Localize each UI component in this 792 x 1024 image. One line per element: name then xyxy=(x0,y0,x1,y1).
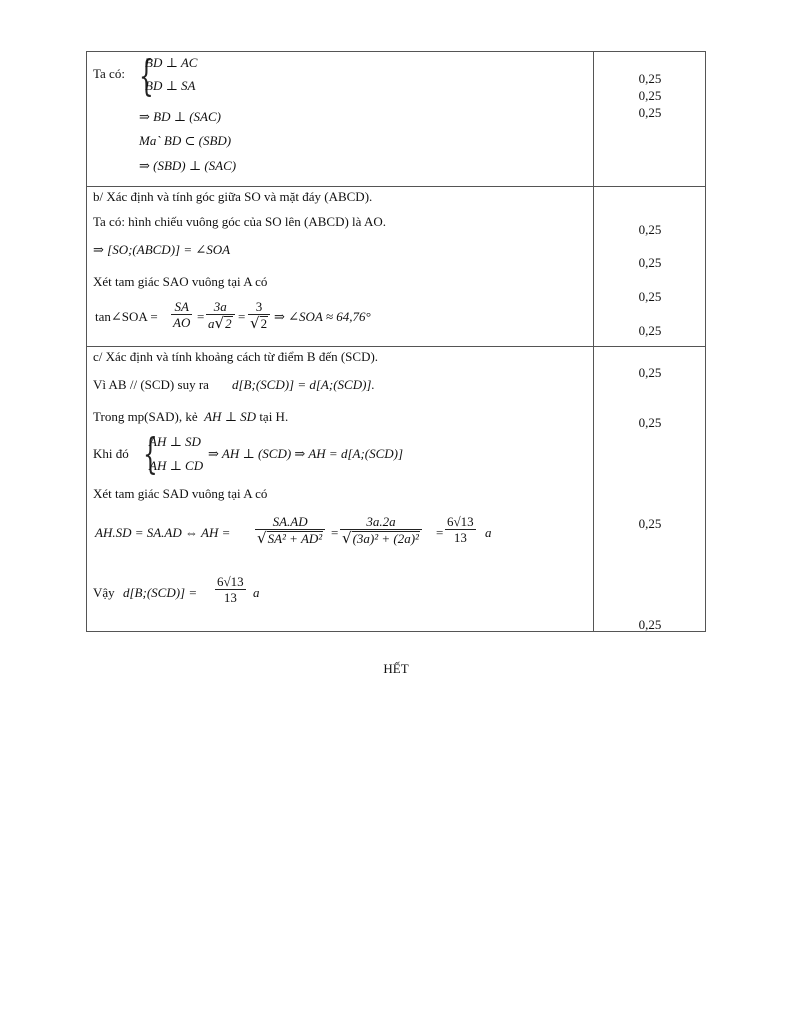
equals-sign: = xyxy=(331,525,339,540)
score-c-1: 0,25 xyxy=(638,365,662,380)
score-c-2: 0,25 xyxy=(638,415,662,430)
score-b-4: 0,25 xyxy=(638,323,662,338)
part-b-angle: ⇒ [SO;(ABCD)] = ∠SOA xyxy=(93,242,231,257)
fraction-3-sqrt2: $\frac{3}{√2}$ xyxy=(248,299,270,332)
row-divider-1 xyxy=(87,186,705,187)
left-brace: { xyxy=(143,429,158,478)
score-a-3: 0,25 xyxy=(638,105,662,120)
fraction-saad-sqrt: $\frac{SA.AD}{\text{√SA² + AD²}}$ xyxy=(255,514,325,547)
equals-sign: = xyxy=(197,309,205,324)
part-c-then: Khi đó xyxy=(93,446,129,461)
part-c-eq-lhs: AH.SD = SA.AD ⇔ AH = xyxy=(95,525,231,540)
end-marker: HẾT xyxy=(383,661,409,676)
equals-sign: = xyxy=(238,309,246,324)
score-c-4: 0,25 xyxy=(638,617,662,632)
part-a-sys-line2: BD ⊥ SA xyxy=(145,78,196,93)
part-b-projection: Ta có: hình chiếu vuông góc của SO lên (ABCD) là AO. xyxy=(93,214,386,229)
part-b-title: b/ Xác định và tính góc giữa SO và mặt đáy (ABCD). xyxy=(93,189,373,204)
part-b-tan-lhs: tan∠SOA = xyxy=(95,309,158,324)
fraction-sa-ao: $\frac{SA}{AO}$ xyxy=(173,299,191,330)
part-c-conclusion-lhs: d[B;(SCD)] = xyxy=(123,585,198,600)
part-c-title: c/ Xác định và tính khoảng cách từ điểm B đến (SCD). xyxy=(93,349,379,364)
score-a-2: 0,25 xyxy=(638,88,662,103)
score-c-3: 0,25 xyxy=(638,516,662,531)
part-c-sys-line2: AH ⊥ CD xyxy=(149,458,204,473)
part-a-line1: ⇒ BD ⊥ (SAC) xyxy=(139,109,221,124)
left-brace: { xyxy=(139,51,154,100)
part-a-line2: Ma` BD ⊂ (SBD) xyxy=(139,133,232,148)
score-column-divider xyxy=(593,52,594,631)
variable-a: a xyxy=(485,525,492,540)
part-c-distance-eq: d[B;(SCD)] = d[A;(SCD)]. xyxy=(232,377,375,392)
part-a-sys-line1: BD ⊥ AC xyxy=(145,55,198,70)
fraction-6sqrt13-13: $\frac{6√13}{13}$ xyxy=(447,514,474,545)
equals-sign: = xyxy=(436,525,444,540)
part-a-line3: ⇒ (SBD) ⊥ (SAC) xyxy=(139,158,237,173)
part-c-sys-line1: AH ⊥ SD xyxy=(149,434,201,449)
score-b-3: 0,25 xyxy=(638,289,662,304)
score-b-1: 0,25 xyxy=(638,222,662,237)
variable-a: a xyxy=(253,585,260,600)
fraction-6sqrt13-13: $\frac{6√13}{13}$ xyxy=(217,574,244,605)
answer-table xyxy=(86,51,706,632)
row-divider-2 xyxy=(87,346,705,347)
fraction-3a-a-sqrt2: $\frac{3a}{a√2}$ xyxy=(206,299,235,332)
part-c-parallel: Vì AB // (SCD) suy ra xyxy=(93,377,209,392)
part-c-draw: Trong mp(SAD), kẻ AH ⊥ SD tại H. xyxy=(93,409,289,424)
score-b-2: 0,25 xyxy=(638,255,662,270)
part-b-triangle: Xét tam giác SAO vuông tại A có xyxy=(93,274,268,289)
score-a-1: 0,25 xyxy=(638,71,662,86)
fraction-3a2a-sqrt: $\frac{3a.2a}{\text{√(3a)² + (2a)²}}$ xyxy=(340,514,422,547)
part-c-conclusion-label: Vậy xyxy=(93,585,115,600)
part-c-triangle: Xét tam giác SAD vuông tại A có xyxy=(93,486,268,501)
part-a-intro: Ta có: xyxy=(93,66,125,81)
part-b-result: ⇒ ∠SOA ≈ 64,76° xyxy=(274,309,371,324)
part-c-then-result: ⇒ AH ⊥ (SCD) ⇒ AH = d[A;(SCD)] xyxy=(208,446,404,461)
